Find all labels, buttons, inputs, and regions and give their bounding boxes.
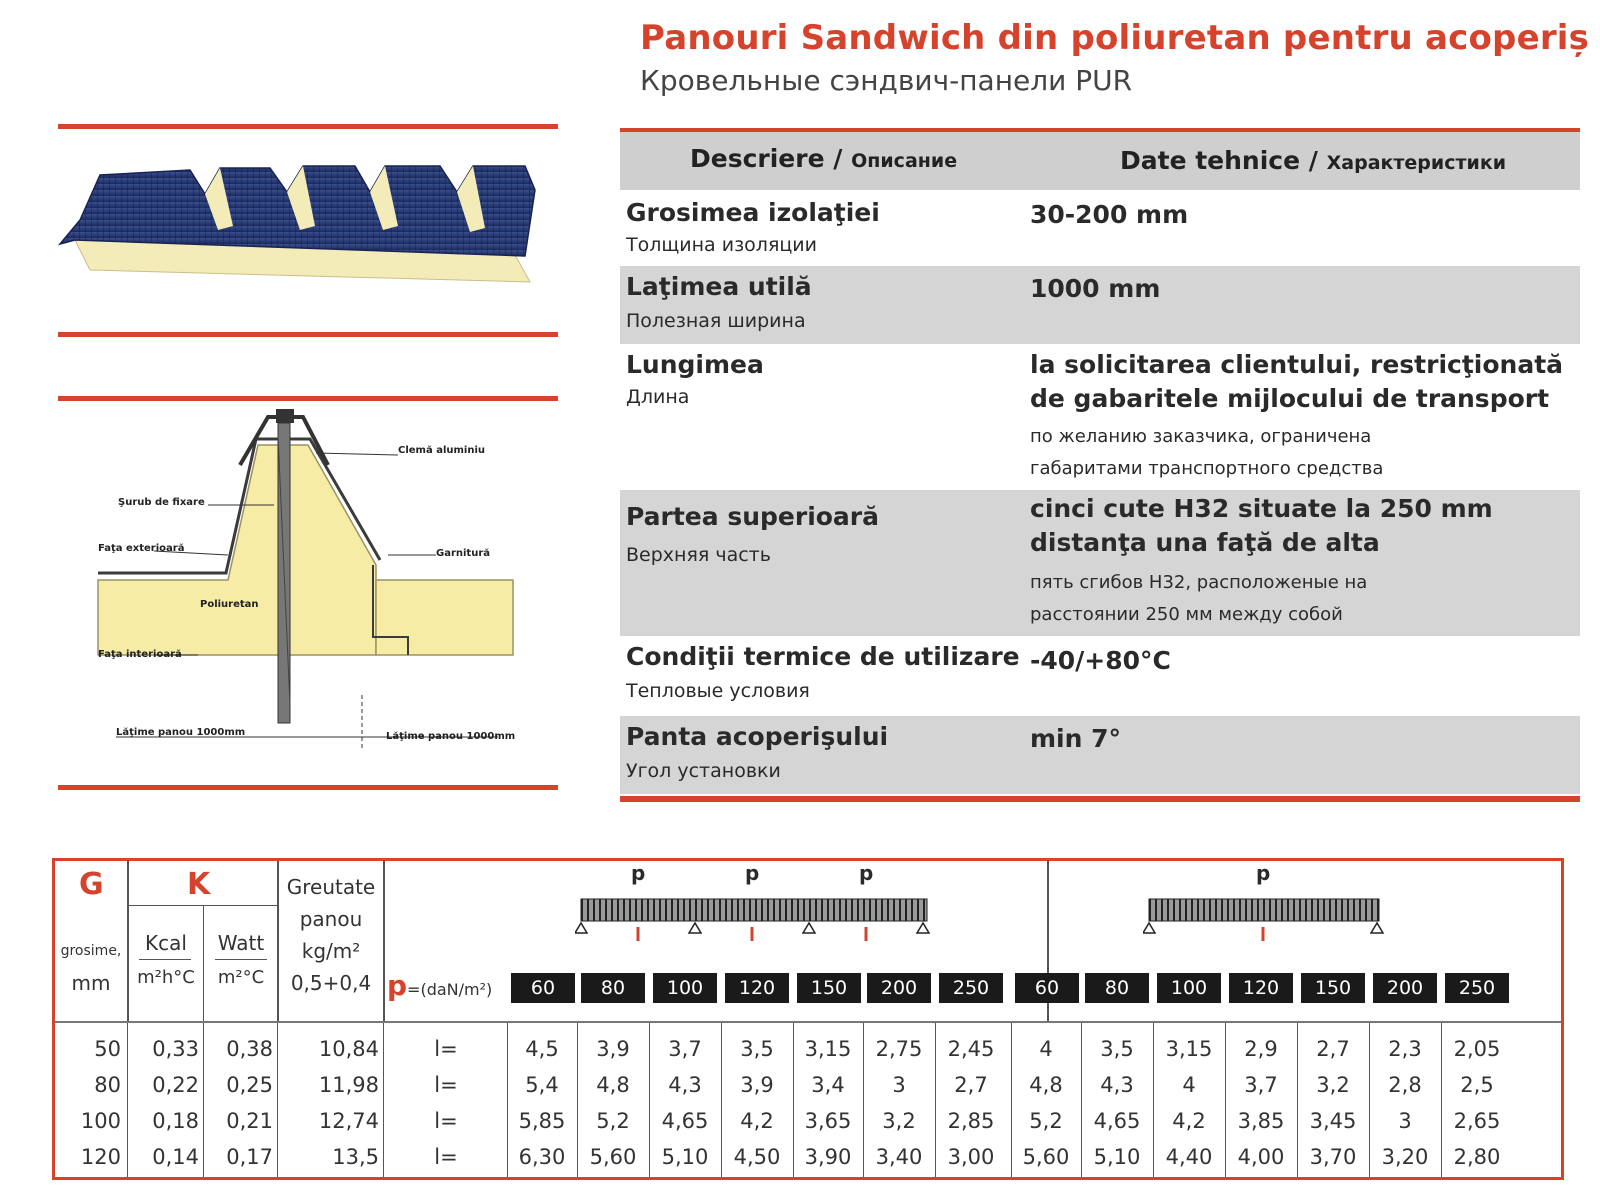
- cell-grosime: 50: [94, 1037, 121, 1061]
- cell-span-multi: 5,2: [596, 1109, 630, 1133]
- cell-span-multi: 5,60: [589, 1145, 637, 1169]
- cell-span-single: 2,05: [1453, 1037, 1501, 1061]
- label-cleme: Clemă aluminiu: [398, 445, 486, 456]
- cell-l-symbol: l=: [434, 1073, 458, 1097]
- cell-greutate: 13,5: [332, 1145, 379, 1169]
- header-grosime: grosime,: [60, 943, 122, 959]
- cell-greutate: 12,74: [318, 1109, 379, 1133]
- cell-span-multi: 4,8: [596, 1073, 630, 1097]
- cell-greutate: 10,84: [318, 1037, 379, 1061]
- spec-label: Condiţii termice de utilizare: [626, 642, 1020, 671]
- cell-span-multi: 3,9: [596, 1037, 630, 1061]
- p-value-box: 250: [939, 973, 1003, 1003]
- cell-span-single: 2,8: [1388, 1073, 1422, 1097]
- header-kcal-unit: m²h°C: [137, 967, 195, 988]
- page-subtitle: Кровельные сэндвич-панели PUR: [640, 64, 1133, 97]
- cell-span-multi: 3,15: [804, 1037, 852, 1061]
- spec-value-ru: габаритами транспортного средства: [1030, 458, 1384, 479]
- cell-span-multi: 5,10: [661, 1145, 709, 1169]
- cell-span-single: 2,65: [1453, 1109, 1501, 1133]
- cell-span-multi: 2,75: [875, 1037, 923, 1061]
- spec-value: de gabaritele mijlocului de transport: [1030, 384, 1550, 413]
- spec-label: Laţimea utilă: [626, 272, 812, 301]
- cell-span-multi: 3,00: [947, 1145, 995, 1169]
- cell-span-single: 3,85: [1237, 1109, 1285, 1133]
- p-value-box: 80: [581, 973, 645, 1003]
- header-technical-data: Date tehnice / Характеристики: [1120, 146, 1507, 175]
- spec-row: [620, 266, 1580, 344]
- header-description: Descriere / Описание: [690, 144, 958, 173]
- cell-span-single: 4,00: [1237, 1145, 1285, 1169]
- cell-span-multi: 4,3: [668, 1073, 702, 1097]
- p-value-box: 80: [1085, 973, 1149, 1003]
- load-table: [52, 858, 1564, 1180]
- cell-span-single: 4,8: [1029, 1073, 1063, 1097]
- header-watt: Watt: [217, 931, 265, 955]
- spec-row: [620, 490, 1580, 636]
- cell-span-multi: 3,2: [882, 1109, 916, 1133]
- cell-span-single: 3,5: [1100, 1037, 1134, 1061]
- cell-span-single: 2,5: [1460, 1073, 1494, 1097]
- spec-value-ru: расстоянии 250 мм между собой: [1030, 604, 1343, 625]
- spec-label-ru: Длина: [626, 386, 690, 408]
- cell-span-multi: 3,9: [740, 1073, 774, 1097]
- cell-span-multi: 4,5: [525, 1037, 559, 1061]
- cell-span-single: 2,80: [1453, 1145, 1501, 1169]
- spec-row: [620, 190, 1580, 266]
- header-k: K: [187, 867, 211, 902]
- cell-greutate: 11,98: [318, 1073, 379, 1097]
- spec-label: Grosimea izolaţiei: [626, 198, 880, 227]
- cell-span-multi: 3,5: [740, 1037, 774, 1061]
- divider: [620, 796, 1580, 802]
- spec-value: 1000 mm: [1030, 274, 1161, 303]
- header-watt-unit: m²°C: [217, 967, 265, 988]
- spec-table: [620, 132, 1580, 802]
- cell-span-multi: 3,65: [804, 1109, 852, 1133]
- cell-span-multi: 4,50: [733, 1145, 781, 1169]
- cell-watt: 0,25: [226, 1073, 273, 1097]
- label-poliuretan: Poliuretan: [200, 599, 259, 610]
- spec-label-ru: Угол установки: [626, 760, 781, 782]
- cell-span-multi: 2,85: [947, 1109, 995, 1133]
- cell-span-single: 4,2: [1172, 1109, 1206, 1133]
- p-value-box: 60: [511, 973, 575, 1003]
- cell-span-single: 4,65: [1093, 1109, 1141, 1133]
- label-fata-interioara: Faţa interioară: [98, 649, 182, 660]
- spec-row: [620, 636, 1580, 716]
- cell-span-single: 3,20: [1381, 1145, 1429, 1169]
- header-p-unit: p=(daN/m²): [387, 969, 493, 1002]
- load-p-label: p: [745, 861, 760, 885]
- divider: [58, 124, 558, 129]
- cell-l-symbol: l=: [434, 1037, 458, 1061]
- p-value-box: 60: [1015, 973, 1079, 1003]
- p-value-box: 150: [1301, 973, 1365, 1003]
- spec-value: min 7°: [1030, 724, 1122, 753]
- header-g: G: [79, 867, 104, 902]
- load-p-label: p: [631, 861, 646, 885]
- cell-span-single: 2,7: [1316, 1037, 1350, 1061]
- header-greutate: Greutate: [286, 875, 376, 899]
- p-value-box: 120: [725, 973, 789, 1003]
- p-value-box: 200: [867, 973, 931, 1003]
- cell-span-single: 5,10: [1093, 1145, 1141, 1169]
- cell-span-multi: 3: [892, 1073, 906, 1097]
- cell-span-single: 2,9: [1244, 1037, 1278, 1061]
- cell-span-single: 5,60: [1022, 1145, 1070, 1169]
- cell-grosime: 80: [94, 1073, 121, 1097]
- cell-span-multi: 2,7: [954, 1073, 988, 1097]
- cell-span-multi: 2,45: [947, 1037, 995, 1061]
- cell-l-symbol: l=: [434, 1145, 458, 1169]
- header-kcal: Kcal: [145, 931, 187, 955]
- p-value-box: 200: [1373, 973, 1437, 1003]
- cell-watt: 0,38: [226, 1037, 273, 1061]
- cell-span-multi: 4,2: [740, 1109, 774, 1133]
- spec-value: -40/+80°C: [1030, 646, 1171, 675]
- cell-grosime: 100: [80, 1109, 121, 1133]
- cell-watt: 0,21: [226, 1109, 273, 1133]
- cell-span-single: 5,2: [1029, 1109, 1063, 1133]
- spec-label: Lungimea: [626, 350, 764, 379]
- cell-span-multi: 5,4: [525, 1073, 559, 1097]
- spec-value-ru: пять сгибов H32, расположеные на: [1030, 572, 1368, 593]
- cell-span-multi: 6,30: [518, 1145, 566, 1169]
- cell-span-multi: 3,7: [668, 1037, 702, 1061]
- page-title: Panouri Sandwich din poliuretan pentru acoperiș: [640, 18, 1590, 58]
- cell-span-single: 3,15: [1165, 1037, 1213, 1061]
- cell-span-single: 4: [1182, 1073, 1196, 1097]
- spec-value: distanţa una faţă de alta: [1030, 528, 1380, 557]
- cell-span-single: 3,70: [1309, 1145, 1357, 1169]
- cell-span-single: 2,3: [1388, 1037, 1422, 1061]
- label-garnitura: Garnitură: [436, 548, 491, 559]
- spec-label-ru: Полезная ширина: [626, 310, 806, 332]
- cell-span-multi: 3,90: [804, 1145, 852, 1169]
- cell-span-single: 4,3: [1100, 1073, 1134, 1097]
- spec-value-ru: по желанию заказчика, ограничена: [1030, 426, 1372, 447]
- p-value-box: 150: [797, 973, 861, 1003]
- divider: [58, 332, 558, 337]
- cell-span-single: 3,7: [1244, 1073, 1278, 1097]
- cell-span-multi: 3,4: [811, 1073, 845, 1097]
- cell-span-single: 4: [1039, 1037, 1053, 1061]
- cell-span-single: 3: [1398, 1109, 1412, 1133]
- cell-span-single: 3,45: [1309, 1109, 1357, 1133]
- load-p-label: p: [1256, 861, 1271, 885]
- divider: [58, 396, 558, 401]
- spec-label: Panta acoperişului: [626, 722, 889, 751]
- p-value-box: 120: [1229, 973, 1293, 1003]
- cell-kcal: 0,22: [152, 1073, 199, 1097]
- panel-photo: [55, 160, 565, 300]
- cell-kcal: 0,33: [152, 1037, 199, 1061]
- spec-value: 30-200 mm: [1030, 200, 1189, 229]
- spec-value: cinci cute H32 situate la 250 mm: [1030, 494, 1493, 523]
- spec-row: [620, 716, 1580, 794]
- spec-label-ru: Толщина изоляции: [626, 234, 818, 256]
- cell-kcal: 0,18: [152, 1109, 199, 1133]
- cell-span-multi: 3,40: [875, 1145, 923, 1169]
- cell-span-multi: 5,85: [518, 1109, 566, 1133]
- cell-span-single: 4,40: [1165, 1145, 1213, 1169]
- divider: [58, 785, 558, 790]
- header-panou: panou: [299, 907, 363, 931]
- cell-span-multi: 4,65: [661, 1109, 709, 1133]
- cell-span-single: 3,2: [1316, 1073, 1350, 1097]
- label-fata-exterioara: Faţa exterioară: [98, 543, 185, 554]
- section-diagram: [58, 405, 558, 777]
- cell-watt: 0,17: [226, 1145, 273, 1169]
- label-latime-left: Lăţime panou 1000mm: [116, 727, 246, 738]
- spec-label-ru: Верхняя часть: [626, 544, 771, 566]
- spec-header: [620, 132, 1580, 190]
- header-tolerance: 0,5+0,4: [290, 971, 372, 995]
- spec-value: la solicitarea clientului, restricţionată: [1030, 350, 1564, 379]
- p-value-box: 100: [653, 973, 717, 1003]
- load-p-label: p: [859, 861, 874, 885]
- cell-grosime: 120: [80, 1145, 121, 1169]
- header-kgm2: kg/m²: [301, 939, 361, 963]
- label-latime-right: Lăţime panou 1000mm: [386, 731, 516, 742]
- p-value-box: 250: [1445, 973, 1509, 1003]
- cell-l-symbol: l=: [434, 1109, 458, 1133]
- label-surub: Şurub de fixare: [118, 497, 205, 508]
- p-value-box: 100: [1157, 973, 1221, 1003]
- header-mm: mm: [71, 971, 111, 995]
- spec-row: [620, 344, 1580, 490]
- spec-label: Partea superioară: [626, 502, 880, 531]
- cell-kcal: 0,14: [152, 1145, 199, 1169]
- spec-label-ru: Тепловые условия: [626, 680, 810, 702]
